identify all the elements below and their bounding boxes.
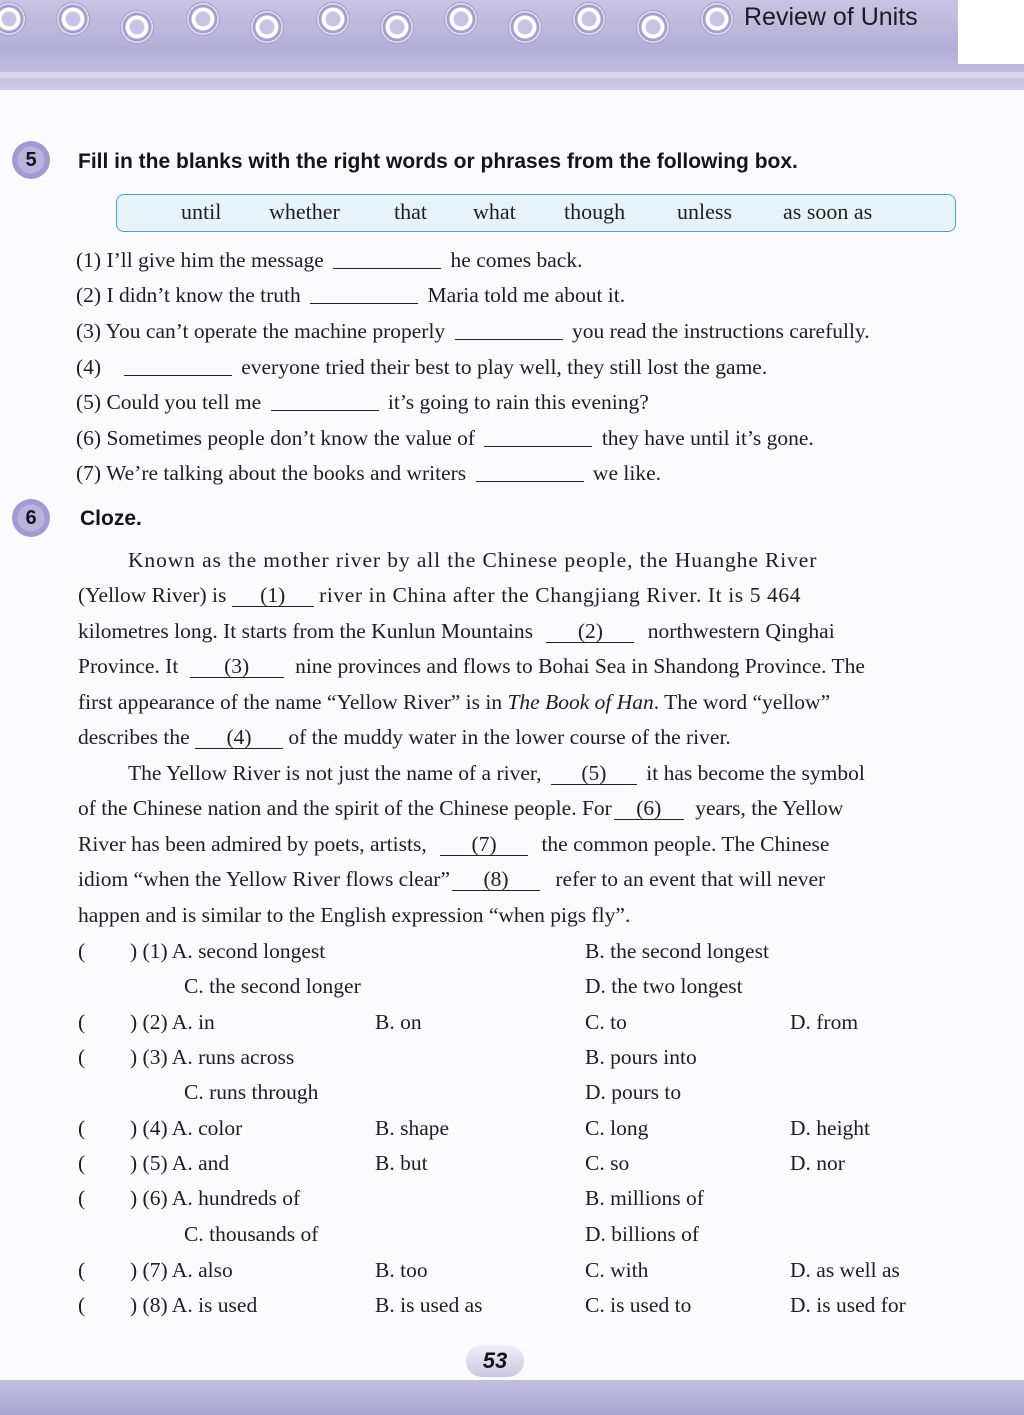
cloze-blank[interactable]: (1) <box>232 584 314 607</box>
passage-text: it has become the symbol <box>646 761 865 785</box>
item-number: (1) <box>76 248 102 272</box>
binder-ring-icon <box>250 10 284 44</box>
passage-text: River has been admired by poets, artists, <box>78 832 427 856</box>
sentence-end: everyone tried their best to play well, they still lost the game. <box>241 355 768 379</box>
passage-line <box>78 619 835 644</box>
question-option-c: C. so <box>585 1151 630 1175</box>
question-option-b: B. shape <box>375 1116 450 1140</box>
question-option-b: B. on <box>375 1010 422 1034</box>
sentence-end: they have until it’s gone. <box>601 426 814 450</box>
question-option-c: C. thousands of <box>184 1222 319 1246</box>
passage-line: Known as the mother river by all the Chinese people, the Huanghe River <box>128 548 818 572</box>
exercise-sentence <box>76 283 625 308</box>
answer-blank[interactable] <box>333 267 441 269</box>
cloze-blank[interactable]: (3) <box>190 655 284 678</box>
binder-ring-icon <box>186 2 220 36</box>
question-option-a: ) (1) A. second longest <box>130 939 326 963</box>
section-title: Fill in the blanks with the right words or phrases from the following box. <box>78 150 798 173</box>
question-option-d: D. the two longest <box>585 974 743 998</box>
binder-ring-icon <box>636 10 670 44</box>
question-option-d: D. height <box>790 1116 871 1140</box>
sentence-end: it’s going to rain this evening? <box>387 390 649 414</box>
question-option-c: C. is used to <box>585 1293 692 1317</box>
question-option-c: C. to <box>585 1010 627 1034</box>
answer-paren[interactable]: ( <box>78 1045 86 1069</box>
exercise-sentence <box>76 390 649 415</box>
exercise-sentence <box>76 248 582 273</box>
sentence-start: We’re talking about the books and writers <box>106 461 467 485</box>
sentence-start: Could you tell me <box>106 390 262 414</box>
question-option-c: C. long <box>585 1116 649 1140</box>
cloze-blank[interactable]: (6) <box>614 797 684 820</box>
page-header-title: Review of Units <box>744 3 918 31</box>
passage-text: . The word “yellow” <box>653 690 831 714</box>
passage-line <box>78 867 825 892</box>
answer-paren[interactable]: ( <box>78 1293 86 1317</box>
word-option: as soon as <box>783 199 873 224</box>
question-option-d: D. is used for <box>790 1293 906 1317</box>
question-option-a: ) (4) A. color <box>130 1116 243 1140</box>
question-option-c: C. the second longer <box>184 974 361 998</box>
passage-text: The Yellow River is not just the name of a river, <box>128 761 542 785</box>
cloze-blank[interactable]: (4) <box>195 726 283 749</box>
answer-blank[interactable] <box>455 338 563 340</box>
answer-paren[interactable]: ( <box>78 1186 86 1210</box>
word-option: that <box>394 199 427 224</box>
word-option: unless <box>677 199 732 224</box>
answer-paren[interactable]: ( <box>78 1258 86 1282</box>
exercise-sentence <box>76 355 767 380</box>
passage-text: of the muddy water in the lower course of the river. <box>288 725 731 749</box>
passage-line <box>78 654 865 679</box>
sentence-end: we like. <box>592 461 661 485</box>
passage-text: idiom “when the Yellow River flows clear” <box>78 867 450 891</box>
question-option-a: ) (3) A. runs across <box>130 1045 295 1069</box>
passage-text: nine provinces and flows to Bohai Sea in Shandong Province. The <box>295 654 865 678</box>
passage-text: describes the <box>78 725 190 749</box>
cloze-blank[interactable]: (2) <box>546 620 634 643</box>
cloze-blank[interactable]: (8) <box>452 868 540 891</box>
passage-line <box>78 583 801 608</box>
word-box <box>116 194 956 232</box>
word-option: whether <box>269 199 340 224</box>
word-option: what <box>473 199 516 224</box>
passage-line <box>78 690 830 715</box>
passage-text: kilometres long. It starts from the Kunlun Mountains <box>78 619 534 643</box>
exercise-sentence <box>76 461 661 486</box>
passage-text: refer to an event that will never <box>555 867 826 891</box>
answer-blank[interactable] <box>124 374 232 376</box>
exercise-sentence <box>76 426 814 451</box>
sentence-end: he comes back. <box>450 248 583 272</box>
answer-paren[interactable]: ( <box>78 1010 86 1034</box>
sentence-start: You can’t operate the machine properly <box>105 319 446 343</box>
question-option-d: D. pours to <box>585 1080 682 1104</box>
sentence-start: I didn’t know the truth <box>106 283 301 307</box>
item-number: (2) <box>76 283 102 307</box>
section-number-badge: 6 <box>12 499 50 537</box>
question-option-d: D. nor <box>790 1151 845 1175</box>
answer-blank[interactable] <box>476 480 584 482</box>
binder-ring-icon <box>380 10 414 44</box>
question-option-a: ) (2) A. in <box>130 1010 215 1034</box>
passage-line <box>128 761 865 786</box>
question-option-a: ) (7) A. also <box>130 1258 233 1282</box>
question-option-a: ) (8) A. is used <box>130 1293 258 1317</box>
exercise-sentence <box>76 319 870 344</box>
question-option-b: B. millions of <box>585 1186 704 1210</box>
item-number: (6) <box>76 426 102 450</box>
cloze-blank[interactable]: (7) <box>440 833 528 856</box>
binder-ring-icon <box>572 2 606 36</box>
passage-line <box>78 832 829 857</box>
question-option-b: B. too <box>375 1258 428 1282</box>
question-option-a: ) (5) A. and <box>130 1151 230 1175</box>
book-title: The Book of Han <box>507 690 654 714</box>
question-option-a: ) (6) A. hundreds of <box>130 1186 301 1210</box>
question-option-b: B. the second longest <box>585 939 769 963</box>
question-option-b: B. is used as <box>375 1293 483 1317</box>
question-option-c: C. with <box>585 1258 649 1282</box>
binder-ring-icon <box>0 2 26 36</box>
word-option: until <box>181 199 222 224</box>
passage-text: (Yellow River) is <box>78 583 227 607</box>
answer-blank[interactable] <box>310 302 418 304</box>
sentence-start: I’ll give him the message <box>106 248 324 272</box>
passage-text: northwestern Qinghai <box>647 619 835 643</box>
binder-ring-icon <box>316 2 350 36</box>
passage-line: happen and is similar to the English expression “when pigs fly”. <box>78 903 631 927</box>
page-number: 53 <box>466 1345 524 1377</box>
binder-ring-icon <box>444 2 478 36</box>
question-option-b: B. pours into <box>585 1045 697 1069</box>
item-number: (3) <box>76 319 102 343</box>
sentence-end: Maria told me about it. <box>427 283 626 307</box>
item-number: (5) <box>76 390 102 414</box>
word-option: though <box>564 199 626 224</box>
answer-blank[interactable] <box>484 445 592 447</box>
answer-paren[interactable]: ( <box>78 1116 86 1140</box>
cloze-blank[interactable]: (5) <box>551 762 637 785</box>
passage-text: Province. It <box>78 654 179 678</box>
header-stripe <box>0 72 1024 78</box>
passage-text: of the Chinese nation and the spirit of the Chinese people. For <box>78 796 612 820</box>
sentence-end: you read the instructions carefully. <box>571 319 870 343</box>
answer-paren[interactable]: ( <box>78 939 86 963</box>
passage-line <box>78 796 843 821</box>
passage-text: river in China after the Changjiang River. It is 5 464 <box>319 583 802 607</box>
question-option-d: D. billions of <box>585 1222 700 1246</box>
binder-ring-icon <box>700 2 734 36</box>
question-option-c: C. runs through <box>184 1080 319 1104</box>
binder-ring-icon <box>120 10 154 44</box>
section-number-badge: 5 <box>12 141 50 179</box>
item-number: (7) <box>76 461 102 485</box>
passage-text: the common people. The Chinese <box>541 832 830 856</box>
question-option-d: D. as well as <box>790 1258 900 1282</box>
corner-patch <box>958 0 1024 64</box>
question-option-d: D. from <box>790 1010 859 1034</box>
section-title: Cloze. <box>80 507 142 530</box>
passage-text: years, the Yellow <box>695 796 844 820</box>
sentence-start: Sometimes people don’t know the value of <box>106 426 476 450</box>
footer-band <box>0 1380 1024 1415</box>
item-number: (4) <box>76 355 102 379</box>
answer-paren[interactable]: ( <box>78 1151 86 1175</box>
passage-text: first appearance of the name “Yellow River” is in <box>78 690 503 714</box>
question-option-b: B. but <box>375 1151 428 1175</box>
binder-ring-icon <box>508 10 542 44</box>
passage-line <box>78 725 731 750</box>
binder-ring-icon <box>56 2 90 36</box>
answer-blank[interactable] <box>271 409 379 411</box>
